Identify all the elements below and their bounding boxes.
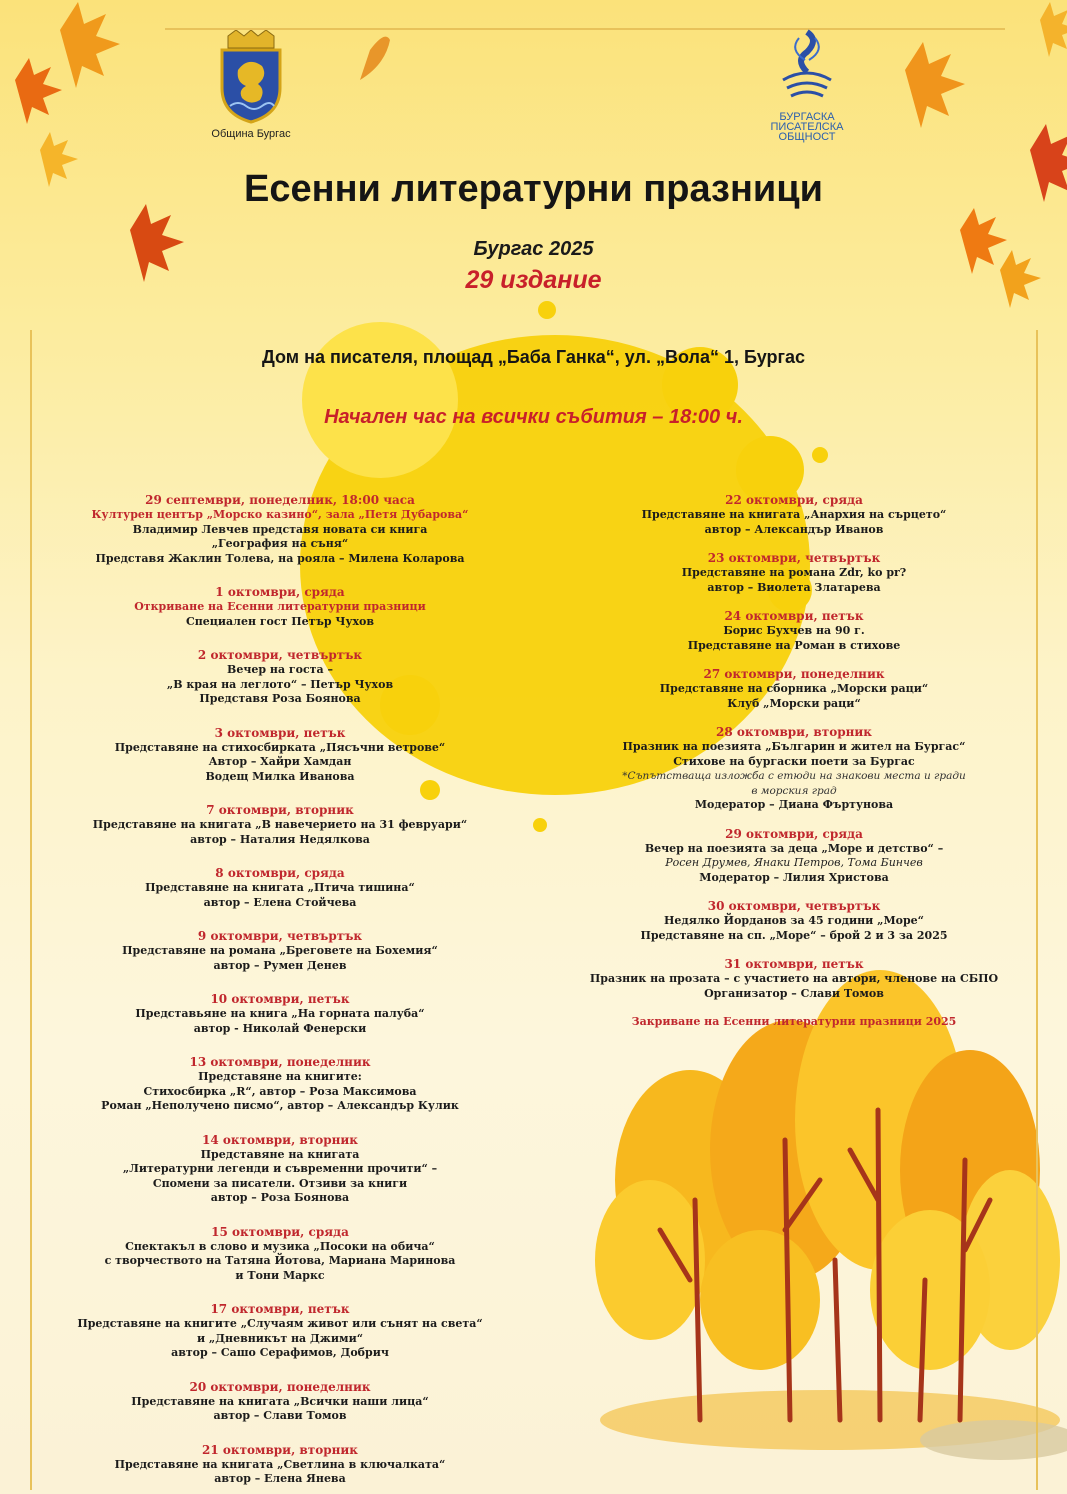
program-left-column	[40, 493, 520, 1494]
autumn-trees-icon	[595, 970, 1067, 1460]
program-event	[560, 725, 1028, 813]
event-line: Представяне на романа Zdr, ko pr?	[681, 566, 907, 579]
event-date: 10 октомври, петък	[210, 992, 350, 1006]
event-line: Културен център „Морско казино“, зала „Петя Дубарова“	[91, 508, 469, 521]
event-line: Представяне на книгата „В навечерието на 31 февруари“	[92, 818, 468, 831]
event-line: „В края на леглото“ – Петър Чухов	[166, 677, 394, 691]
event-line: Откриване на Есенни литературни празници	[134, 600, 426, 613]
event-line: Представяне на книгата „Светлина в ключалката“	[114, 1457, 446, 1471]
writers-community-label-line: ОБЩНОСТ	[778, 131, 836, 143]
event-line: Клуб „Морски раци“	[727, 696, 861, 710]
event-line: Представяне на стихосбирката „Пясъчни ветрове“	[114, 740, 446, 754]
event-line: Представяне на книгите:	[198, 1070, 362, 1083]
event-date: 20 октомври, понеделник	[189, 1379, 371, 1394]
program-event	[40, 866, 520, 910]
event-line: Представя Роза Боянова	[199, 692, 361, 705]
event-line: Представяне на книгите „Случаям живот или сънят на света“	[77, 1317, 483, 1330]
event-line: Представяне на романа „Бреговете на Бохемия“	[122, 944, 438, 957]
event-date: 2 октомври, четвъртък	[197, 648, 363, 662]
program-event	[40, 929, 520, 973]
event-line: в морския град	[751, 784, 837, 797]
municipality-logo	[196, 30, 306, 140]
event-line: автор – Румен Денев	[213, 958, 347, 972]
event-date: 30 октомври, четвъртък	[707, 899, 881, 913]
event-line: „Литературни легенди и съвременни прочити“ –	[122, 1162, 438, 1175]
program-event	[40, 1055, 520, 1114]
program-event	[40, 803, 520, 847]
event-line: автор – Слави Томов	[213, 1409, 347, 1422]
start-time: Начален час на всички събития – 18:00 ч.	[324, 406, 743, 428]
program-event	[40, 1302, 520, 1361]
program-event	[560, 827, 1028, 886]
program-right-events	[560, 493, 1028, 1001]
event-date: 21 октомври, вторник	[202, 1442, 358, 1457]
page-title: Есенни литературни празници	[244, 168, 823, 210]
event-line: Росен Друмев, Янаки Петров, Тома Бинчев	[665, 856, 923, 869]
maple-leaf-icon	[15, 2, 1067, 308]
event-line: Представя Жаклин Толева, на рояла – Милена Коларова	[95, 551, 465, 565]
event-date: 14 октомври, вторник	[202, 1132, 358, 1147]
event-date: 7 октомври, вторник	[206, 803, 354, 817]
event-date: 9 октомври, четвъртък	[197, 929, 363, 943]
event-line: автор - Николай Фенерски	[193, 1021, 367, 1035]
event-line: Празник на поезията „Българин и жител на Бургас“	[622, 740, 966, 753]
program-event	[40, 585, 520, 629]
event-line: Спомени за писатели. Отзиви за книги	[152, 1176, 408, 1190]
event-line: и Тони Маркс	[235, 1268, 325, 1282]
event-date: 17 октомври, петък	[210, 1302, 350, 1316]
program-event	[40, 493, 520, 566]
program-event	[40, 992, 520, 1036]
program-event	[560, 551, 1028, 595]
event-line: Вечер на поезията за деца „Море и детство“ –	[644, 841, 944, 855]
frame-line-right	[1036, 330, 1038, 1490]
event-line: Представяне на книгата „Птича тишина“	[145, 881, 415, 894]
event-line: Представяне на Роман в стихове	[687, 638, 901, 652]
event-line: Спектакъл в слово и музика „Посоки на обича“	[125, 1239, 435, 1253]
program-event	[40, 726, 520, 785]
program-event	[40, 1380, 520, 1424]
closing-event: Закриване на Есенни литературни празници 2025	[631, 1015, 957, 1028]
event-line: и „Дневникът на Джими“	[196, 1331, 364, 1345]
program-event	[40, 648, 520, 707]
event-line: Владимир Левчев представя новата си книга	[132, 522, 428, 536]
city-year: Бургас 2025	[473, 238, 594, 260]
program-event	[560, 493, 1028, 537]
event-line: автор – Сашо Серафимов, Добрич	[171, 1346, 389, 1359]
event-date: 29 септември, понеделник, 18:00 часа	[145, 493, 415, 507]
event-line: „География на съня“	[211, 537, 349, 550]
writers-community-label	[752, 112, 862, 142]
event-line: Специален гост Петър Чухов	[185, 614, 375, 628]
frame-line-left	[30, 330, 32, 1490]
event-date: 24 октомври, петък	[724, 609, 864, 623]
event-date: 3 октомври, петък	[214, 725, 346, 740]
event-line: Представяне на сборника „Морски раци“	[659, 682, 929, 695]
event-date: 27 октомври, понеделник	[703, 667, 885, 681]
event-date: 31 октомври, петък	[724, 957, 864, 971]
burgas-coat-of-arms-icon	[216, 30, 286, 124]
event-line: автор – Наталия Недялкова	[190, 832, 370, 846]
writers-community-logo	[752, 28, 862, 142]
event-line: Представьяне на книга „На горната палуба“	[135, 1007, 425, 1020]
program-event	[40, 1443, 520, 1487]
event-line: Водещ Милка Иванова	[205, 769, 355, 783]
program-event	[560, 957, 1028, 1001]
event-line: автор – Александър Иванов	[704, 522, 884, 536]
event-line: Недялко Йорданов за 45 години „Море“	[663, 914, 925, 927]
event-line: Модератор – Диана Фъртунова	[694, 798, 894, 811]
event-date: 13 октомври, понеделник	[189, 1055, 371, 1069]
event-line: Организатор – Слави Томов	[704, 986, 884, 1000]
event-line: Представяне на книгата „Всички наши лица“	[131, 1394, 429, 1408]
event-line: Роман „Неполучено писмо“, автор – Александър Кулик	[101, 1099, 459, 1112]
writers-community-label-line: БУРГАСКА	[779, 111, 835, 123]
event-line: автор – Елена Стойчева	[203, 895, 357, 909]
event-line: Борис Бухчев на 90 г.	[723, 624, 865, 637]
event-date: 23 октомври, четвъртък	[707, 551, 881, 565]
writers-community-label-line: ПИСАТЕЛСКА	[770, 121, 844, 133]
event-line: Представяне на сп. „Море“ – брой 2 и 3 за 2025	[640, 928, 948, 942]
event-date: 15 октомври, сряда	[211, 1224, 349, 1239]
event-line: автор – Роза Боянова	[210, 1191, 350, 1204]
program-right-column	[560, 493, 1028, 1028]
event-date: 29 октомври, сряда	[725, 826, 863, 841]
event-line: автор – Елена Янева	[214, 1472, 346, 1485]
event-line: Модератор – Лилия Христова	[699, 870, 889, 884]
event-date: 22 октомври, сряда	[725, 493, 863, 507]
event-line: *Съпътстваща изложба с етюди на знакови места и гради	[622, 770, 966, 782]
event-line: автор – Виолета Златарева	[707, 580, 881, 594]
event-line: Вечер на госта –	[227, 663, 333, 676]
event-date: 28 октомври, вторник	[716, 725, 872, 739]
event-line: Автор – Хайри Хамдан	[208, 755, 352, 768]
event-line: Представяне на книгата „Анархия на сърцето“	[641, 508, 947, 521]
program-event	[560, 899, 1028, 943]
event-line: Представяне на книгата	[200, 1147, 360, 1161]
writers-community-logo-icon	[777, 28, 837, 108]
event-date: 8 октомври, сряда	[215, 866, 345, 880]
event-date: 1 октомври, сряда	[215, 585, 345, 599]
edition: 29 издание	[465, 266, 602, 294]
event-line: Стихове на бургаски поети за Бургас	[673, 754, 915, 768]
event-line: Стихосбирка „R“, автор – Роза Максимова	[143, 1084, 417, 1098]
program-event	[560, 667, 1028, 711]
venue-address: Дом на писателя, площад „Баба Ганка“, ул. „Вола“ 1, Бургас	[261, 347, 805, 367]
program-event	[40, 1225, 520, 1284]
municipality-label: Община Бургас	[211, 128, 291, 140]
event-line: с творчеството на Татяна Йотова, Мариана Маринова	[104, 1254, 456, 1267]
program-event	[560, 609, 1028, 653]
program-event	[40, 1133, 520, 1206]
event-line: Празник на прозата – с участието на автори, членове на СБПО	[589, 972, 999, 985]
